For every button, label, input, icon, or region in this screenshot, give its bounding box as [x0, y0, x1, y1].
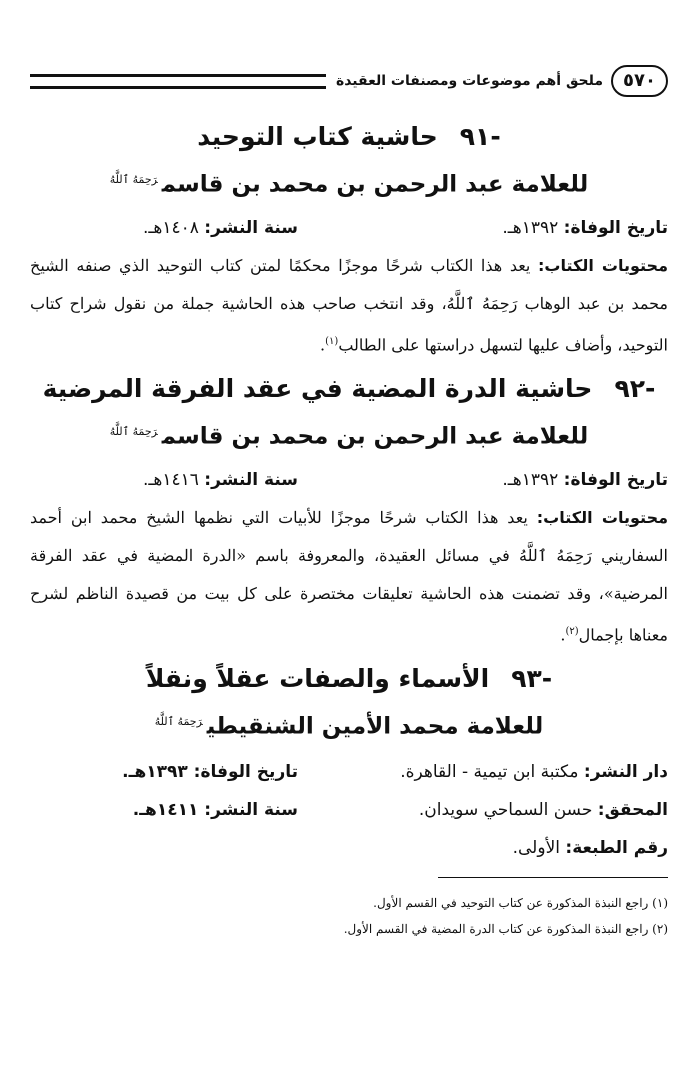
footnote-ref[interactable]: (١) — [325, 335, 339, 347]
entry-title-text: حاشية الدرة المضية في عقد الفرقة المرضية — [42, 373, 593, 403]
footnote-2: (٢) راجع النبذة المذكورة عن كتاب الدرة المضية في القسم الأول. — [343, 921, 668, 936]
entry-author — [30, 412, 668, 457]
header-rule — [30, 74, 326, 89]
entry-author — [30, 160, 668, 205]
page-header — [30, 64, 668, 98]
book-contents — [30, 247, 668, 364]
meta-row — [30, 463, 668, 497]
entry-title-text: الأسماء والصفات عقلاً ونقلاً — [145, 663, 490, 693]
death-label: تاريخ الوفاة: — [193, 761, 298, 782]
death-value: ١٣٩٢هـ. — [502, 217, 559, 238]
edition-row — [30, 829, 668, 867]
entry-title-text: حاشية كتاب التوحيد — [197, 122, 438, 151]
contents-end: . — [320, 334, 326, 354]
publish-label: سنة النشر: — [204, 469, 298, 490]
edition-value: الأولى. — [512, 837, 560, 858]
editor-row — [30, 791, 668, 829]
death-value: ١٣٩٣هـ. — [122, 761, 188, 782]
publish-year — [30, 791, 298, 829]
publish-value: ١٤١١هـ. — [132, 799, 199, 820]
contents-end: . — [560, 624, 566, 644]
author-name: للعلامة محمد الأمين الشنقيطي — [206, 713, 544, 740]
death-value: ١٣٩٢هـ. — [502, 469, 559, 490]
publish-year — [30, 463, 298, 497]
death-date — [298, 463, 668, 497]
book-contents — [30, 499, 668, 654]
meta-row — [30, 211, 668, 245]
entry-93 — [30, 660, 668, 867]
death-date — [30, 753, 298, 791]
publisher — [298, 753, 668, 791]
death-date — [298, 211, 668, 245]
entry-number: -٩٢ — [614, 373, 656, 403]
page-number: ٥٧٠ — [611, 65, 668, 97]
running-head: ملحق أهم موضوعات ومصنفات العقيدة — [335, 73, 604, 89]
editor-label: المحقق: — [597, 799, 668, 820]
honorific: رَحِمَهُ ٱللَّهُ — [109, 424, 158, 438]
contents-text: يعد هذا الكتاب شرحًا موجزًا محكمًا لمتن كتاب التوحيد الذي صنفه الشيخ محمد بن عبد الوهاب رَحِمَهُ ٱللَّهُ، وقد انتخب صاحب هذه الحاشية جملة من نقول شراح كتاب التوحيد، وأضاف عليها لتسهل دراستها على الطالب — [30, 255, 669, 354]
publish-label: سنة النشر: — [204, 217, 298, 238]
author-name: للعلامة عبد الرحمن بن محمد بن قاسم — [161, 423, 589, 450]
honorific: رَحِمَهُ ٱللَّهُ — [154, 714, 203, 728]
publish-year — [30, 211, 298, 245]
publisher-row — [30, 753, 668, 791]
contents-text: يعد هذا الكتاب شرحًا موجزًا للأبيات التي نظمها الشيخ محمد ابن أحمد السفاريني رَحِمَهُ ٱللَّهُ في مسائل العقيدة، والمعروفة باسم «الدرة المضية في عقد الفرقة المرضية»، وقد تضمنت هذه الحاشية تعليقات مختصرة على كل بيت من قصيدة الناظم لشرح معناها بإجمال — [30, 507, 668, 644]
entry-author — [30, 702, 668, 747]
footnote-ref[interactable]: (٢) — [565, 625, 579, 637]
footnote-divider — [438, 877, 668, 878]
entry-title — [30, 660, 668, 698]
entry-92 — [30, 370, 668, 654]
publish-label: سنة النشر: — [204, 799, 298, 820]
entry-title — [30, 118, 668, 156]
publisher-value: مكتبة ابن تيمية - القاهرة. — [400, 761, 579, 782]
publish-value: ١٤٠٨هـ. — [142, 217, 199, 238]
death-label: تاريخ الوفاة: — [563, 217, 668, 238]
edition-label: رقم الطبعة: — [565, 837, 668, 858]
publish-value: ١٤١٦هـ. — [142, 469, 199, 490]
editor-value: حسن السماحي سويدان. — [418, 799, 593, 820]
honorific: رَحِمَهُ ٱللَّهُ — [109, 173, 158, 186]
death-label: تاريخ الوفاة: — [563, 469, 668, 490]
footnote-1: (١) راجع النبذة المذكورة عن كتاب التوحيد في القسم الأول. — [373, 895, 668, 910]
entry-number: -٩١ — [459, 122, 501, 151]
entry-91 — [30, 118, 668, 364]
author-name: للعلامة عبد الرحمن بن محمد بن قاسم — [161, 171, 589, 198]
contents-label: محتويات الكتاب: — [538, 255, 668, 275]
publisher-label: دار النشر: — [583, 761, 668, 782]
book-page — [30, 64, 668, 942]
edition — [298, 829, 668, 867]
contents-label: محتويات الكتاب: — [536, 507, 669, 527]
entry-title — [30, 370, 668, 408]
entry-number: -٩٣ — [511, 663, 553, 693]
editor — [298, 791, 668, 829]
